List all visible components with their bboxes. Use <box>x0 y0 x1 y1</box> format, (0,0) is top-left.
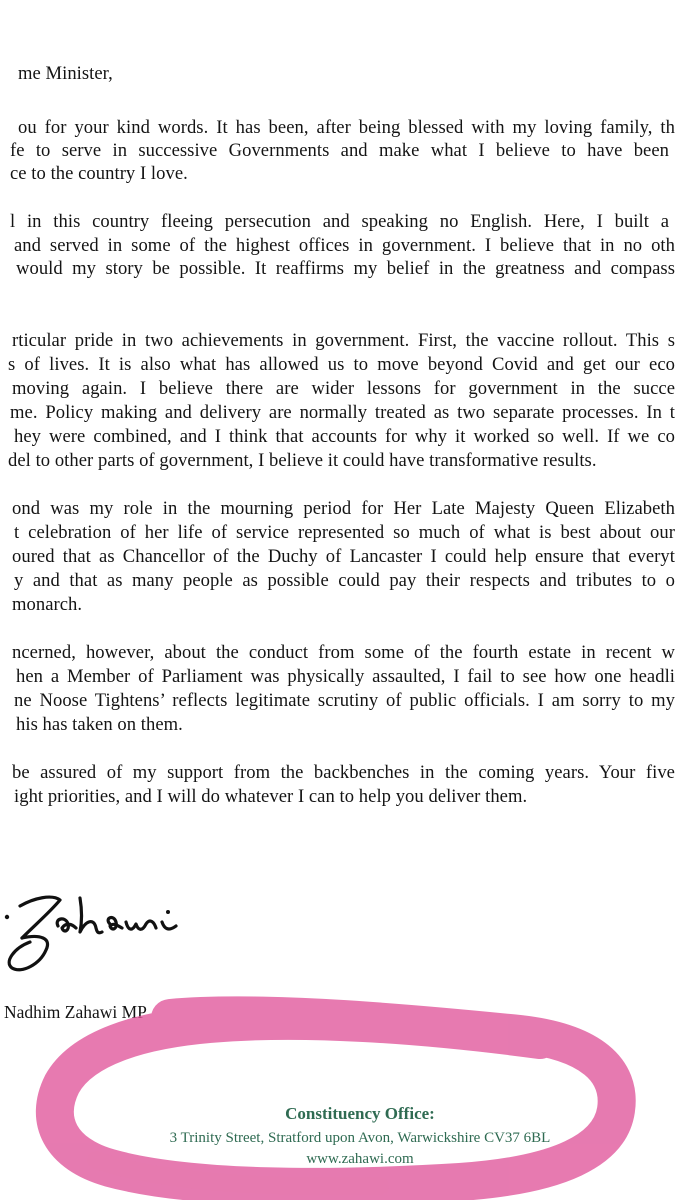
salutation: me Minister, <box>18 63 113 84</box>
paragraph-6-line-1: be assured of my support from the backbenches in the coming years. Your five <box>12 762 675 783</box>
paragraph-1-line-3: ce to the country I love. <box>10 163 188 184</box>
paragraph-3-line-1: rticular pride in two achievements in government. First, the vaccine rollout. This s <box>12 330 675 351</box>
paragraph-3-line-6: del to other parts of government, I believe it could have transformative results. <box>8 450 597 471</box>
paragraph-2-line-1: l in this country fleeing persecution and speaking no English. Here, I built a <box>10 211 669 232</box>
paragraph-4-line-4: y and that as many people as possible could pay their respects and tributes to o <box>14 570 675 591</box>
constituency-office-title: Constituency Office: <box>285 1104 435 1123</box>
paragraph-3-line-2: s of lives. It is also what has allowed us to move beyond Covid and get our eco <box>8 354 675 375</box>
paragraph-3-line-4: me. Policy making and delivery are normally treated as two separate processes. In t <box>10 402 675 423</box>
paragraph-2-line-2: and served in some of the highest offices in government. I believe that in no oth <box>14 235 675 256</box>
paragraph-5-line-2: hen a Member of Parliament was physically assaulted, I fail to see how one headli <box>16 666 675 687</box>
signer-name: Nadhim Zahawi MP <box>4 1002 147 1022</box>
paragraph-2-line-3: would my story be possible. It reaffirms my belief in the greatness and compass <box>16 258 675 279</box>
paragraph-1-line-2: fe to serve in successive Governments and make what I believe to have been <box>10 140 669 161</box>
signature-image <box>0 878 200 978</box>
paragraph-3-line-5: hey were combined, and I think that accounts for why it worked so well. If we co <box>14 426 675 447</box>
paragraph-5-line-3: ne Noose Tightens’ reflects legitimate scrutiny of public officials. I am sorry to my <box>14 690 675 711</box>
paragraph-4-line-1: ond was my role in the mourning period for Her Late Majesty Queen Elizabeth <box>12 498 675 519</box>
paragraph-5-line-4: his has taken on them. <box>16 714 183 735</box>
paragraph-4-line-2: t celebration of her life of service represented so much of what is best about our <box>14 522 675 543</box>
paragraph-4-line-5: monarch. <box>12 594 83 615</box>
constituency-office-address: 3 Trinity Street, Stratford upon Avon, Warwickshire CV37 6BL <box>169 1130 551 1146</box>
website-link[interactable]: www.zahawi.com <box>306 1151 414 1167</box>
paragraph-5-line-1: ncerned, however, about the conduct from some of the fourth estate in recent w <box>12 642 675 663</box>
paragraph-1-line-1: ou for your kind words. It has been, after being blessed with my loving family, th <box>18 117 675 138</box>
paragraph-3-line-3: moving again. I believe there are wider lessons for government in the succe <box>12 378 675 399</box>
paragraph-4-line-3: oured that as Chancellor of the Duchy of Lancaster I could help ensure that everyt <box>12 546 675 567</box>
paragraph-6-line-2: ight priorities, and I will do whatever I can to help you deliver them. <box>14 786 528 807</box>
